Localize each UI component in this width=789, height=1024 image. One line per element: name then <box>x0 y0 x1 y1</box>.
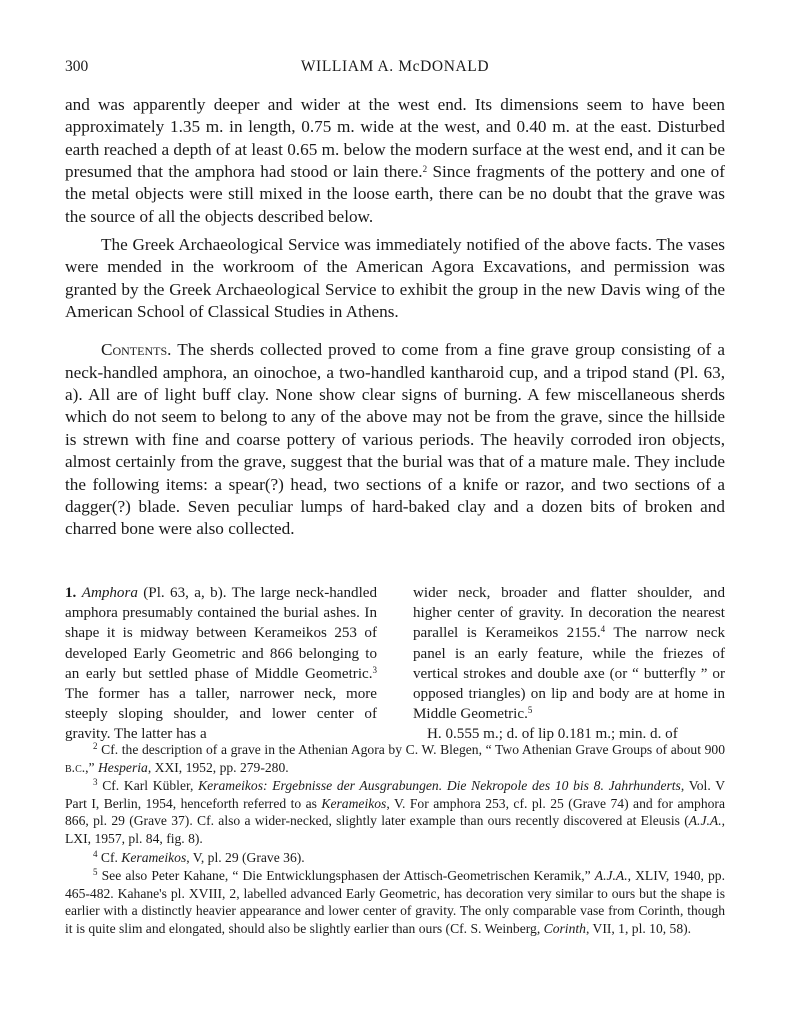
paragraph-contents: Contents. The sherds collected proved to come from a fine grave group consisting of a neck-handled amphora, an oinochoe, a two-handled kantharoid cup, and a tripod stand (Pl. 63, a). All are of light buff clay. None show clear signs of burning. A few miscellaneous sherds which do not seem to belong to any of the above may not be from the grave, since the hillside is strewn with fine and coarse pottery of various periods. The heavily corroded iron objects, almost certainly from the grave, suggest that the burial was that of a mature male. They include the following items: a spear(?) head, two sections of a knife or razor, and two sections of a dagger(?) blade. Seven peculiar lumps of hard-baked clay and a dozen bits of broken and charred bone were also collected. <box>65 340 725 539</box>
running-head: WILLIAM A. McDONALD <box>300 58 490 75</box>
footnotes <box>65 741 725 939</box>
paragraph-grave-dimensions: and was apparently deeper and wider at the west end. Its dimensions seem to have been approximately 1.35 m. in length, 0.75 m. wide at the west, and 0.40 m. at the east. Disturbed earth reached a depth of at least 0.65 m. below the modern surface at the west end, and it can be presumed that the amphora had stood or lain there.$^2$ Since fragments of the pottery and one of the metal objects were still mixed in the loose earth, there can be no doubt that the grave was the source of all the objects described below. <box>65 95 725 226</box>
page-number: 300 <box>65 58 89 75</box>
footnote-5: $^5$ See also Peter Kahane, “ Die Entwicklungsphasen der Attisch-Geometrischen Keramik,” A.J.A., XLIV, 1940, pp. 465-482. Kahane's pl. XVIII, 2, labelled advanced Early Geometric, has decoration very similar to ours but the shape is earlier with a distinctly heavier appearance and lower center of gravity. The only comparable vase from Corinth, though it is quite slim and elongated, should also be slightly earlier than ours (Cf. S. Weinberg, Corinth, VII, 1, pl. 10, 58). <box>65 867 725 936</box>
entry-dimensions: H. 0.555 m.; d. of lip 0.181 m.; min. d. of <box>427 726 678 743</box>
footnote-ref-2[interactable]: 2 <box>422 164 428 175</box>
footnote-2: $^2$ Cf. the description of a grave in the Athenian Agora by C. W. Blegen, “ Two Athenian Grave Groups of about 900 b.c.,” Hesperia, XXI, 1952, pp. 279-280. <box>65 741 725 775</box>
footnote-4: $^4$ Cf. Kerameikos, V, pl. 29 (Grave 36). <box>93 848 305 865</box>
paragraph-archaeological-service: The Greek Archaeological Service was immediately notified of the above facts. The vases were mended in the workroom of the American Agora Excavations, and permission was granted by the Greek Archaeological Service to exhibit the group in the new Davis wing of the American School of Classical Studies in Athens. <box>65 235 725 322</box>
page-header <box>65 58 725 82</box>
entry-title: Amphora <box>81 585 138 601</box>
footnote-3: $^3$ Cf. Karl Kübler, Kerameikos: Ergebnisse der Ausgrabungen. Die Nekropole des 10 bis 8. Jahrhunderts, Vol. V Part I, Berlin, 1954, henceforth referred to as Kerameikos, V. For amphora 253, cf. pl. 25 (Grave 74) and for amphora 866, pl. 29 (Grave 37). Cf. also a wider-necked, slightly later example than ours recently discovered at Eleusis (A.J.A., LXI, 1957, pl. 84, fig. 8). <box>65 777 726 846</box>
main-text <box>65 94 725 541</box>
contents-heading: Contents. <box>101 340 172 360</box>
entry-left-text: 1. Amphora (Pl. 63, a, b). The large neck-handled amphora presumably contained the burial ashes. In shape it is midway between Kerameikos 253 of developed Early Geometric and 866 belonging to an early but settled phase of Middle Geometric.$^3$ The former has a taller, narrower neck, more steeply sloping shoulder, and lower center of gravity. The latter has a <box>65 585 378 743</box>
footnote-ref-5[interactable]: 5 <box>527 705 533 716</box>
right-column <box>413 583 725 745</box>
footnote-ref-4[interactable]: 4 <box>600 624 606 635</box>
entry-right-text: wider neck, broader and flatter shoulder, and higher center of gravity. In decoration the nearest parallel is Kerameikos 2155.$^4$ The narrow neck panel is an early feature, while the friezes of vertical strokes and double axe (or “ butterfly ” or opposed triangles) on lip and body are at home in Middle Geometric.$^5$ <box>413 585 725 723</box>
entry-number: 1. <box>65 585 77 601</box>
left-column <box>65 583 377 745</box>
footnote-ref-3[interactable]: 3 <box>372 664 377 675</box>
